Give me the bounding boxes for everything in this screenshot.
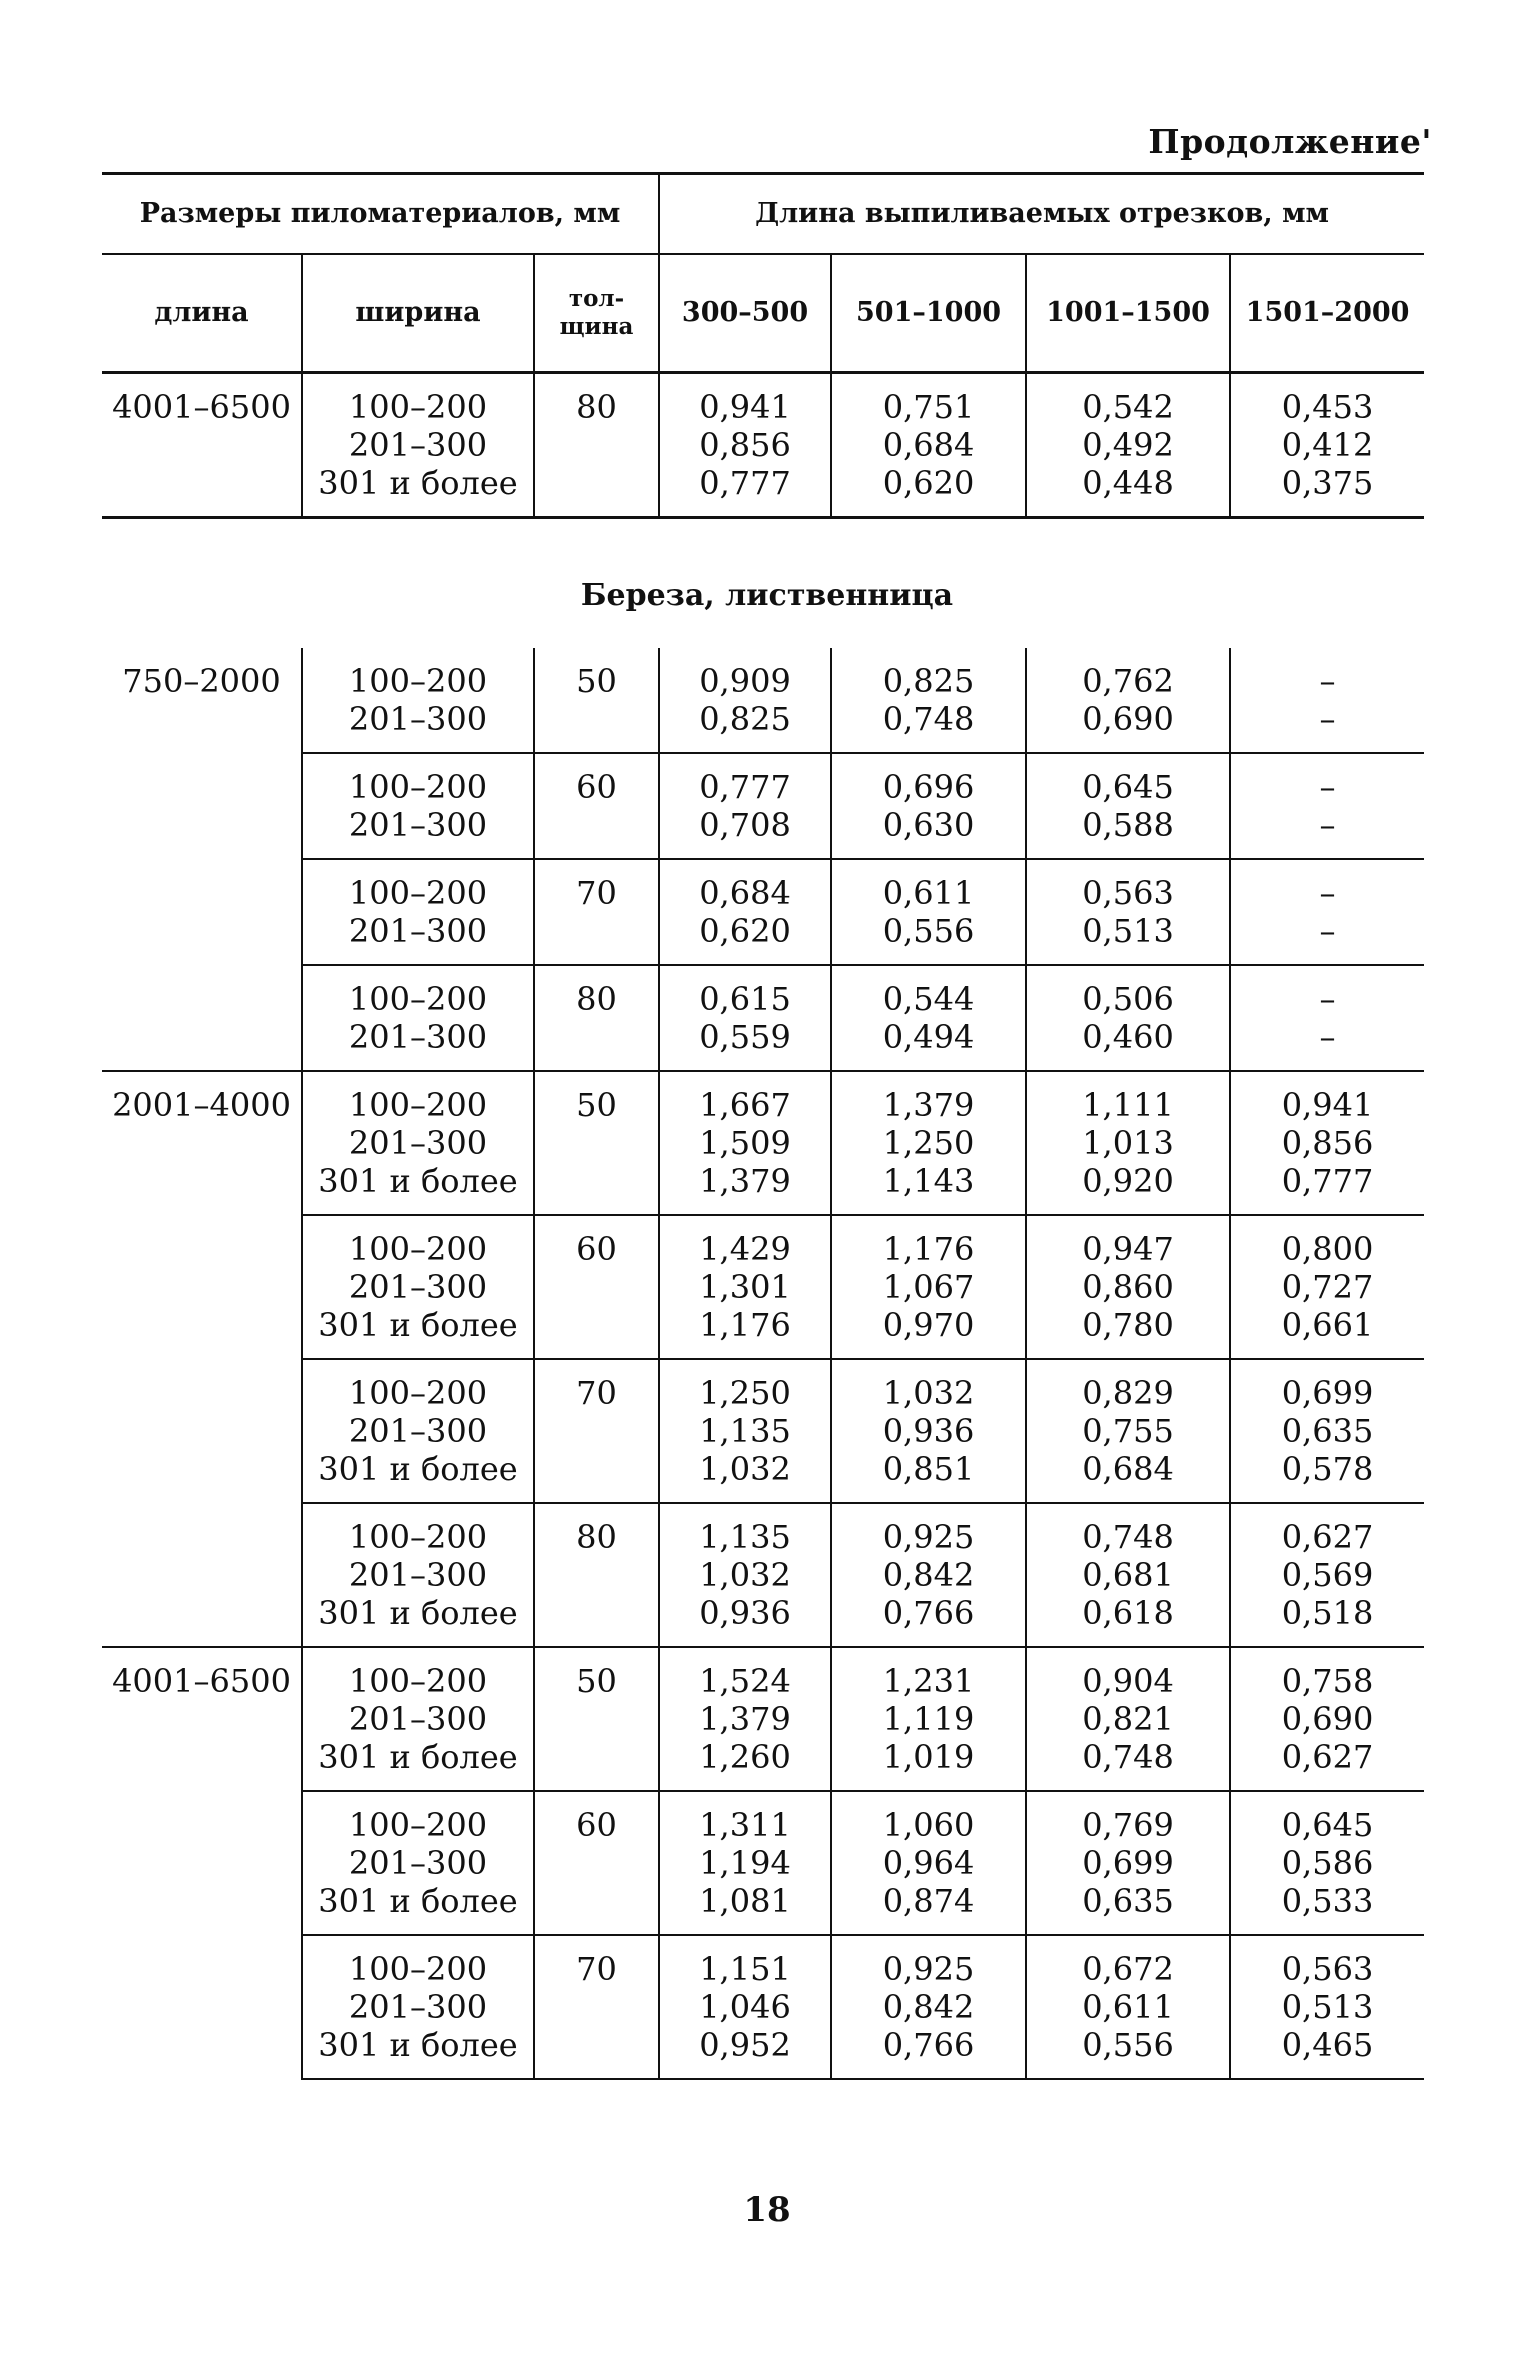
cell-value: 1,509 xyxy=(699,1124,791,1162)
cell-value: 100–200 xyxy=(348,1662,488,1700)
cell-value: 1,250 xyxy=(699,1374,791,1412)
cell-value: 301 и более xyxy=(318,1738,518,1776)
cell-value: – xyxy=(1319,768,1336,806)
table-row xyxy=(102,859,1424,965)
cell-value: 0,964 xyxy=(882,1844,975,1882)
cell-value: 0,825 xyxy=(882,662,975,700)
cell-value: 1,119 xyxy=(882,1700,975,1738)
table-row xyxy=(102,648,1424,753)
section-title: Береза, лиственница xyxy=(580,578,954,613)
cell-value: 0,766 xyxy=(882,2026,975,2064)
cell-value: 0,661 xyxy=(1281,1306,1374,1344)
cell-value: 0,970 xyxy=(882,1306,975,1344)
cell-value: 0,635 xyxy=(1281,1412,1374,1450)
cell-value: 0,586 xyxy=(1281,1844,1374,1882)
cell-value: 1,311 xyxy=(699,1806,791,1844)
cell-value: 0,821 xyxy=(1082,1700,1174,1738)
cell-value: 201–300 xyxy=(348,1844,488,1882)
cell-value: 0,952 xyxy=(699,2026,791,2064)
table-row xyxy=(102,373,1424,518)
cell-value: 0,375 xyxy=(1281,464,1374,502)
thickness-cell: 60 xyxy=(534,753,659,859)
cell-value: 100–200 xyxy=(348,662,488,700)
thickness-cell: 60 xyxy=(534,1215,659,1359)
cell-value: 301 и более xyxy=(318,2026,518,2064)
cell-value: – xyxy=(1319,912,1336,950)
cell-value: 0,780 xyxy=(1082,1306,1174,1344)
cell-value: 0,766 xyxy=(882,1594,975,1632)
cell-value: 201–300 xyxy=(348,912,488,950)
length-cell: 2001–4000 xyxy=(102,1071,302,1215)
cell-value: 0,842 xyxy=(882,1556,975,1594)
length-cell xyxy=(102,965,302,1071)
cell-value: 0,925 xyxy=(882,1518,975,1556)
cell-value: 1,046 xyxy=(699,1988,791,2026)
thickness-cell: 70 xyxy=(534,1359,659,1503)
cell-value: 0,829 xyxy=(1082,1374,1174,1412)
cell-value: 301 и более xyxy=(318,1882,518,1920)
cell-value: 1,032 xyxy=(699,1450,791,1488)
cell-value: 100–200 xyxy=(348,1374,488,1412)
cell-value: 1,067 xyxy=(882,1268,975,1306)
cell-value: 0,699 xyxy=(1082,1844,1174,1882)
cell-value: 0,856 xyxy=(1281,1124,1374,1162)
cell-value: – xyxy=(1319,1018,1336,1056)
table-row xyxy=(102,1647,1424,1791)
cell-value: 1,143 xyxy=(882,1162,975,1200)
cell-value: 0,755 xyxy=(1082,1412,1174,1450)
cell-value: 0,620 xyxy=(882,464,975,502)
cell-value: 301 и более xyxy=(318,1450,518,1488)
length-cell xyxy=(102,859,302,965)
cell-value: 0,513 xyxy=(1082,912,1174,950)
cell-value: 0,630 xyxy=(882,806,975,844)
cell-value: 201–300 xyxy=(348,1700,488,1738)
header-range-1: 300–500 xyxy=(659,254,831,373)
cell-value: 0,925 xyxy=(882,1950,975,1988)
cell-value: 0,563 xyxy=(1281,1950,1374,1988)
cell-value: 1,060 xyxy=(882,1806,975,1844)
thickness-cell: 80 xyxy=(534,965,659,1071)
length-cell: 4001–6500 xyxy=(102,1647,302,1791)
cell-value: 0,412 xyxy=(1281,426,1374,464)
header-thickness: тол- щина xyxy=(534,254,659,373)
cell-value: 0,448 xyxy=(1082,464,1174,502)
cell-value: 1,032 xyxy=(882,1374,975,1412)
cell-value: 0,874 xyxy=(882,1882,975,1920)
thickness-cell: 70 xyxy=(534,1935,659,2079)
cell-value: 201–300 xyxy=(348,1988,488,2026)
cell-value: 1,260 xyxy=(699,1738,791,1776)
cell-value: 0,699 xyxy=(1281,1374,1374,1412)
cell-value: 0,513 xyxy=(1281,1988,1374,2026)
cell-value: 100–200 xyxy=(348,388,488,426)
cell-value: 100–200 xyxy=(348,874,488,912)
cell-value: 1,231 xyxy=(882,1662,975,1700)
cell-value: 1,524 xyxy=(699,1662,791,1700)
cell-value: 0,851 xyxy=(882,1450,975,1488)
cell-value: 100–200 xyxy=(348,1950,488,1988)
cell-value: 1,194 xyxy=(699,1844,791,1882)
thickness-cell: 50 xyxy=(534,648,659,753)
cell-value: 0,941 xyxy=(699,388,791,426)
thickness-cell: 80 xyxy=(534,373,659,518)
cell-value: 301 и более xyxy=(318,1162,518,1200)
cell-value: 0,758 xyxy=(1281,1662,1374,1700)
cell-value: 0,494 xyxy=(882,1018,975,1056)
cell-value: 0,542 xyxy=(1082,388,1174,426)
cell-value: 1,013 xyxy=(1082,1124,1174,1162)
cell-value: 0,690 xyxy=(1281,1700,1374,1738)
table-row xyxy=(102,1215,1424,1359)
cell-value: 1,135 xyxy=(699,1518,791,1556)
cell-value: 0,635 xyxy=(1082,1882,1174,1920)
cell-value: 0,506 xyxy=(1082,980,1174,1018)
cell-value: 0,672 xyxy=(1082,1950,1174,1988)
cell-value: 0,769 xyxy=(1082,1806,1174,1844)
length-cell xyxy=(102,753,302,859)
cell-value: 1,176 xyxy=(882,1230,975,1268)
cell-value: 100–200 xyxy=(348,1518,488,1556)
cell-value: 301 и более xyxy=(318,1594,518,1632)
cell-value: 0,620 xyxy=(699,912,791,950)
table-row xyxy=(102,1071,1424,1215)
cell-value: 0,684 xyxy=(1082,1450,1174,1488)
header-length: длина xyxy=(154,296,249,328)
cell-value: 1,429 xyxy=(699,1230,791,1268)
cell-value: 201–300 xyxy=(348,700,488,738)
cell-value: 0,777 xyxy=(1281,1162,1374,1200)
cell-value: 0,627 xyxy=(1281,1738,1374,1776)
cell-value: 0,569 xyxy=(1281,1556,1374,1594)
thickness-cell: 50 xyxy=(534,1071,659,1215)
cell-value: 0,684 xyxy=(882,426,975,464)
thickness-cell: 50 xyxy=(534,1647,659,1791)
cell-value: 1,379 xyxy=(882,1086,975,1124)
cell-value: 0,556 xyxy=(1082,2026,1174,2064)
cell-value: 0,748 xyxy=(1082,1518,1174,1556)
cell-value: 1,151 xyxy=(699,1950,791,1988)
length-cell xyxy=(102,1935,302,2079)
cell-value: 0,936 xyxy=(882,1412,975,1450)
lumber-table-birch-larch xyxy=(102,648,1424,2080)
cell-value: 1,111 xyxy=(1082,1086,1174,1124)
thickness-cell: 80 xyxy=(534,1503,659,1647)
cell-value: 0,559 xyxy=(699,1018,791,1056)
length-cell xyxy=(102,1359,302,1503)
thickness-cell: 60 xyxy=(534,1791,659,1935)
header-range-4: 1501–2000 xyxy=(1230,254,1424,373)
cell-value: 0,684 xyxy=(699,874,791,912)
cell-value: 0,777 xyxy=(699,768,791,806)
cell-value: 1,081 xyxy=(699,1882,791,1920)
cell-value: 1,301 xyxy=(699,1268,791,1306)
cell-value: 0,453 xyxy=(1281,388,1374,426)
cell-value: 0,460 xyxy=(1082,1018,1174,1056)
cell-value: 0,751 xyxy=(882,388,975,426)
cell-value: 0,690 xyxy=(1082,700,1174,738)
cell-value: 0,645 xyxy=(1082,768,1174,806)
cell-value: 301 и более xyxy=(318,1306,518,1344)
cell-value: 0,825 xyxy=(699,700,791,738)
length-cell xyxy=(102,1215,302,1359)
cell-value: – xyxy=(1319,806,1336,844)
cell-value: 201–300 xyxy=(348,1268,488,1306)
cell-value: 0,618 xyxy=(1082,1594,1174,1632)
cell-value: 0,909 xyxy=(699,662,791,700)
cell-value: 0,615 xyxy=(699,980,791,1018)
cell-value: 0,920 xyxy=(1082,1162,1174,1200)
header-range-2: 501–1000 xyxy=(831,254,1026,373)
cell-value: – xyxy=(1319,980,1336,1018)
cell-value: 1,379 xyxy=(699,1700,791,1738)
table-row xyxy=(102,1359,1424,1503)
cell-value: 1,135 xyxy=(699,1412,791,1450)
cell-value: 0,588 xyxy=(1082,806,1174,844)
cell-value: 0,696 xyxy=(882,768,975,806)
page-number: 18 xyxy=(743,2190,791,2230)
cell-value: – xyxy=(1319,662,1336,700)
cell-value: 100–200 xyxy=(348,1230,488,1268)
cell-value: 0,518 xyxy=(1281,1594,1374,1632)
cell-value: 0,627 xyxy=(1281,1518,1374,1556)
cell-value: 201–300 xyxy=(348,1556,488,1594)
cell-value: 0,556 xyxy=(882,912,975,950)
cell-value: 0,533 xyxy=(1281,1882,1374,1920)
cell-value: 0,936 xyxy=(699,1594,791,1632)
cell-value: – xyxy=(1319,700,1336,738)
table-row xyxy=(102,753,1424,859)
cell-value: 0,947 xyxy=(1082,1230,1174,1268)
cell-value: 0,941 xyxy=(1281,1086,1374,1124)
cell-value: 0,860 xyxy=(1082,1268,1174,1306)
cell-value: 0,748 xyxy=(1082,1738,1174,1776)
table-row xyxy=(102,1503,1424,1647)
cell-value: 0,645 xyxy=(1281,1806,1374,1844)
cell-value: 201–300 xyxy=(348,1412,488,1450)
length-cell xyxy=(102,1791,302,1935)
cell-value: 1,019 xyxy=(882,1738,975,1776)
length-cell: 4001–6500 xyxy=(102,373,302,518)
cell-value: 100–200 xyxy=(348,980,488,1018)
cell-value: 100–200 xyxy=(348,1086,488,1124)
header-range-3: 1001–1500 xyxy=(1026,254,1230,373)
continuation-label: Продолжение' xyxy=(1148,122,1432,161)
cell-value: 0,544 xyxy=(882,980,975,1018)
cell-value: 0,708 xyxy=(699,806,791,844)
cell-value: – xyxy=(1319,874,1336,912)
length-cell: 750–2000 xyxy=(122,662,281,700)
length-cell xyxy=(102,1503,302,1647)
cell-value: 0,777 xyxy=(699,464,791,502)
table-row xyxy=(102,1791,1424,1935)
cell-value: 1,032 xyxy=(699,1556,791,1594)
cell-value: 0,465 xyxy=(1281,2026,1374,2064)
cell-value: 0,492 xyxy=(1082,426,1174,464)
cell-value: 1,250 xyxy=(882,1124,975,1162)
table-row xyxy=(102,965,1424,1071)
cell-value: 0,563 xyxy=(1082,874,1174,912)
cell-value: 1,379 xyxy=(699,1162,791,1200)
cell-value: 0,578 xyxy=(1281,1450,1374,1488)
cell-value: 201–300 xyxy=(348,806,488,844)
cell-value: 201–300 xyxy=(348,1124,488,1162)
header-lengths: Длина выпиливаемых отрезков, мм xyxy=(659,174,1424,255)
cell-value: 0,856 xyxy=(699,426,791,464)
cell-value: 301 и более xyxy=(318,464,518,502)
cell-value: 100–200 xyxy=(348,1806,488,1844)
cell-value: 0,727 xyxy=(1281,1268,1374,1306)
cell-value: 201–300 xyxy=(348,1018,488,1056)
lumber-table-header-part xyxy=(102,172,1424,519)
header-sizes: Размеры пиломатериалов, мм xyxy=(102,174,659,255)
cell-value: 0,842 xyxy=(882,1988,975,2026)
cell-value: 1,667 xyxy=(699,1086,791,1124)
cell-value: 100–200 xyxy=(348,768,488,806)
cell-value: 0,611 xyxy=(1082,1988,1174,2026)
cell-value: 0,904 xyxy=(1082,1662,1174,1700)
cell-value: 201–300 xyxy=(348,426,488,464)
cell-value: 0,611 xyxy=(882,874,975,912)
cell-value: 0,800 xyxy=(1281,1230,1374,1268)
header-width: ширина xyxy=(302,254,534,373)
thickness-cell: 70 xyxy=(534,859,659,965)
cell-value: 1,176 xyxy=(699,1306,791,1344)
cell-value: 0,681 xyxy=(1082,1556,1174,1594)
table-row xyxy=(102,1935,1424,2079)
cell-value: 0,748 xyxy=(882,700,975,738)
cell-value: 0,762 xyxy=(1082,662,1174,700)
